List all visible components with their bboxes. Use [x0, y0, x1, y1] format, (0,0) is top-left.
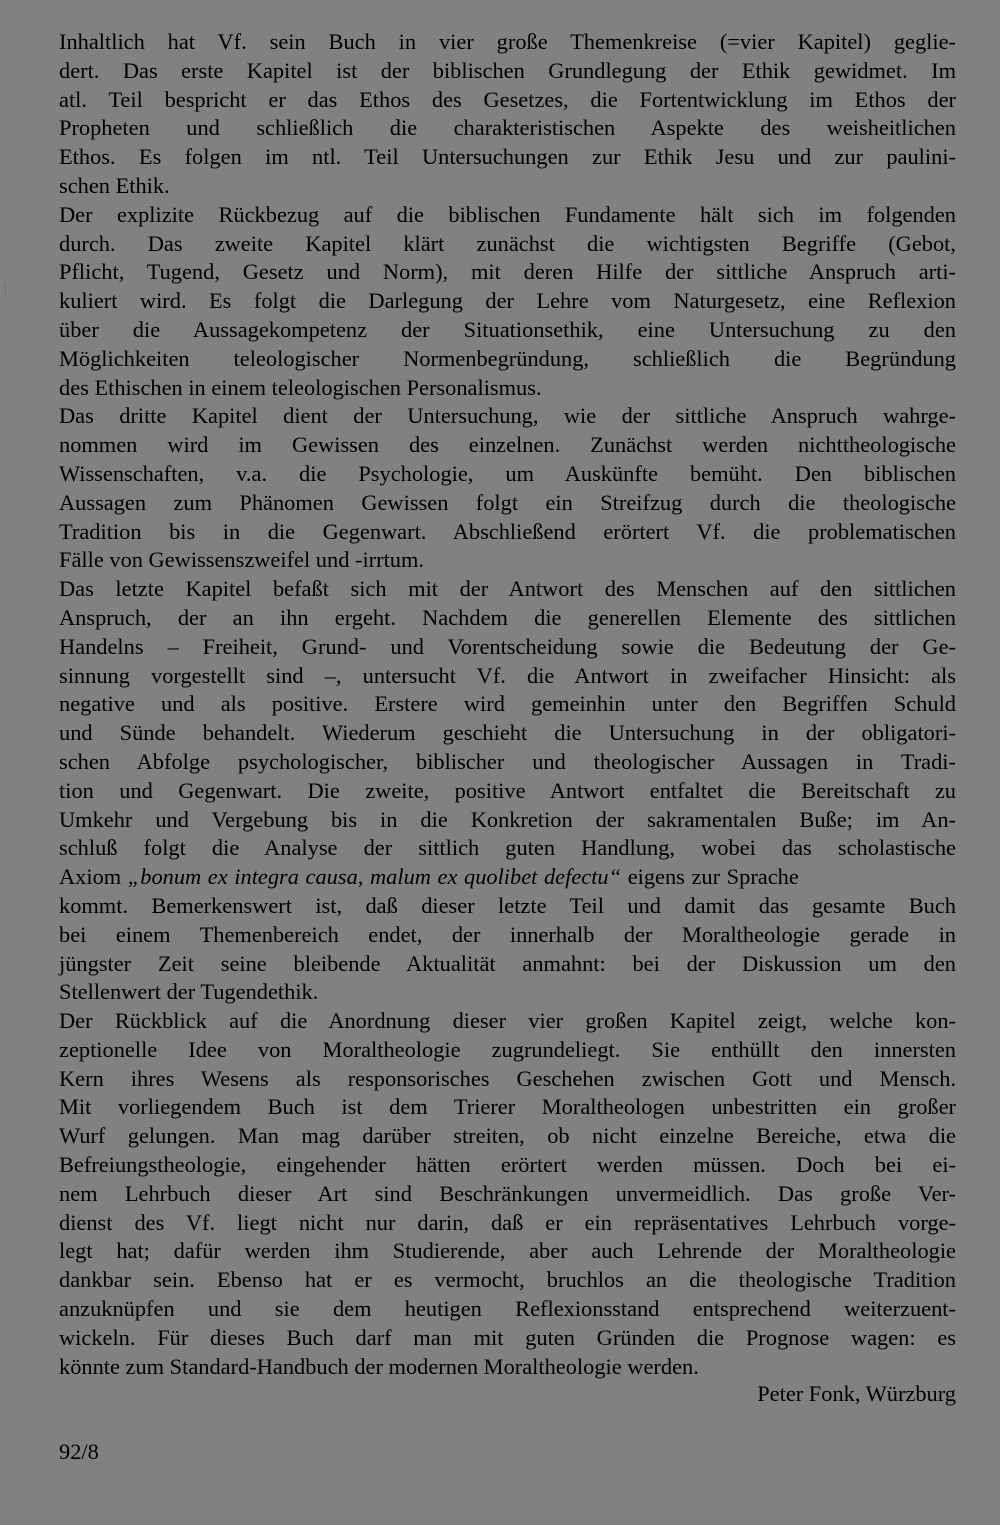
margin-mark	[5, 283, 6, 295]
text-line: bei einem Themenbereich endet, der innerhalb der Moraltheologie gerade in	[59, 921, 956, 947]
text-line: Das letzte Kapitel befaßt sich mit der Antwort des Menschen auf den sittlichen	[59, 576, 956, 602]
text-line: atl. Teil bespricht er das Ethos des Gesetzes, die Fortentwicklung im Ethos der	[59, 86, 956, 112]
text-line: und Sünde behandelt. Wiederum geschieht die Untersuchung in der obligatori-	[59, 720, 956, 746]
text-line: Propheten und schließlich die charakteristischen Aspekte des weisheitlichen	[59, 115, 956, 141]
text-line: Fälle von Gewissenszweifel und -irrtum.	[59, 547, 425, 573]
text-line: Befreiungstheologie, eingehender hätten erörtert werden müssen. Doch bei ei-	[59, 1152, 956, 1178]
text-line: Wissenschaften, v.a. die Psychologie, um Auskünfte bemüht. Den biblischen	[59, 460, 956, 486]
text-line: über die Aussagekompetenz der Situationsethik, eine Untersuchung zu den	[59, 316, 956, 342]
text-line: Wurf gelungen. Man mag darüber streiten, ob nicht einzelne Bereiche, etwa die	[59, 1123, 956, 1149]
text-line: Inhaltlich hat Vf. sein Buch in vier große Themenkreise (=vier Kapitel) geglie-	[59, 29, 956, 54]
text-line: Mit vorliegendem Buch ist dem Trierer Moraltheologen unbestritten ein großer	[59, 1094, 956, 1120]
text-line	[59, 863, 956, 892]
reviewer-signature: Peter Fonk, Würzburg	[757, 1381, 956, 1406]
page-number: 92/8	[59, 1439, 99, 1464]
text-line: Anspruch, der an ihn ergeht. Nachdem die generellen Elemente des sittlichen	[59, 604, 956, 630]
text-line: durch. Das zweite Kapitel klärt zunächst die wichtigsten Begriffe (Gebot,	[59, 230, 956, 256]
text-line: Der explizite Rückbezug auf die biblischen Fundamente hält sich im folgenden	[59, 201, 956, 227]
text-line: Pflicht, Tugend, Gesetz und Norm), mit deren Hilfe der sittliche Anspruch arti-	[59, 259, 956, 285]
text-line: könnte zum Standard-Handbuch der modernen Moraltheologie werden.	[59, 1353, 699, 1379]
text-line: schen Ethik.	[59, 172, 170, 198]
text-line: zeptionelle Idee von Moraltheologie zugrundeliegt. Sie enthüllt den innersten	[59, 1036, 956, 1062]
text-line: Tradition bis in die Gegenwart. Abschließend erörtert Vf. die problematischen	[59, 518, 956, 544]
text-line: dankbar sein. Ebenso hat er es vermocht, bruchlos an die theologische Tradition	[59, 1267, 956, 1293]
text-line: jüngster Zeit seine bleibende Aktualität anmahnt: bei der Diskussion um den	[59, 950, 956, 976]
text-line: schen Abfolge psychologischer, biblischer und theologischer Aussagen in Tradi-	[59, 748, 956, 774]
text-line: des Ethischen in einem teleologischen Personalismus.	[59, 374, 542, 400]
text-line: tion und Gegenwart. Die zweite, positive Antwort entfaltet die Bereitschaft zu	[59, 777, 956, 803]
text-line: kommt. Bemerkenswert ist, daß dieser letzte Teil und damit das gesamte Buch	[59, 892, 956, 918]
text-line: Stellenwert der Tugendethik.	[59, 979, 319, 1005]
text-line: Aussagen zum Phänomen Gewissen folgt ein Streifzug durch die theologische	[59, 489, 956, 515]
axiom-suffix: eigens zur Sprache	[621, 864, 799, 890]
text-line: anzuknüpfen und sie dem heutigen Reflexionsstand entsprechend weiterzuent-	[59, 1296, 956, 1322]
axiom-prefix: Axiom	[59, 864, 128, 890]
text-line: kuliert wird. Es folgt die Darlegung der Lehre vom Naturgesetz, eine Reflexion	[59, 288, 956, 314]
text-line: dert. Das erste Kapitel ist der biblischen Grundlegung der Ethik gewidmet. Im	[59, 57, 956, 83]
text-line: nem Lehrbuch dieser Art sind Beschränkungen unvermeidlich. Das große Ver-	[59, 1180, 956, 1206]
text-line: Möglichkeiten teleologischer Normenbegründung, schließlich die Begründung	[59, 345, 956, 371]
text-line: Handelns – Freiheit, Grund- und Vorentscheidung sowie die Bedeutung der Ge-	[59, 633, 956, 659]
text-line: Umkehr und Vergebung bis in die Konkretion der sakramentalen Buße; im An-	[59, 806, 956, 832]
text-line: Ethos. Es folgen im ntl. Teil Untersuchungen zur Ethik Jesu und zur paulini-	[59, 144, 956, 170]
text-line: nommen wird im Gewissen des einzelnen. Zunächst werden nichttheologische	[59, 432, 956, 458]
text-line: Kern ihres Wesens als responsorisches Geschehen zwischen Gott und Mensch.	[59, 1065, 956, 1091]
axiom-quote: „bonum ex integra causa, malum ex quolibet defectu“	[127, 864, 622, 890]
text-line: sinnung vorgestellt sind –, untersucht Vf. die Antwort in zweifacher Hinsicht: als	[59, 662, 956, 688]
text-line: Der Rückblick auf die Anordnung dieser vier großen Kapitel zeigt, welche kon-	[59, 1008, 956, 1034]
text-line: negative und als positive. Erstere wird gemeinhin unter den Begriffen Schuld	[59, 691, 956, 717]
text-line: dienst des Vf. liegt nicht nur darin, daß er ein repräsentatives Lehrbuch vorge-	[59, 1209, 956, 1235]
text-line: legt hat; dafür werden ihm Studierende, aber auch Lehrende der Moraltheologie	[59, 1238, 956, 1264]
review-body	[59, 28, 956, 1381]
text-line: Das dritte Kapitel dient der Untersuchung, wie der sittliche Anspruch wahrge-	[59, 403, 956, 429]
text-line: schluß folgt die Analyse der sittlich guten Handlung, wobei das scholastische	[59, 835, 956, 861]
text-line: wickeln. Für dieses Buch darf man mit guten Gründen die Prognose wagen: es	[59, 1324, 956, 1350]
